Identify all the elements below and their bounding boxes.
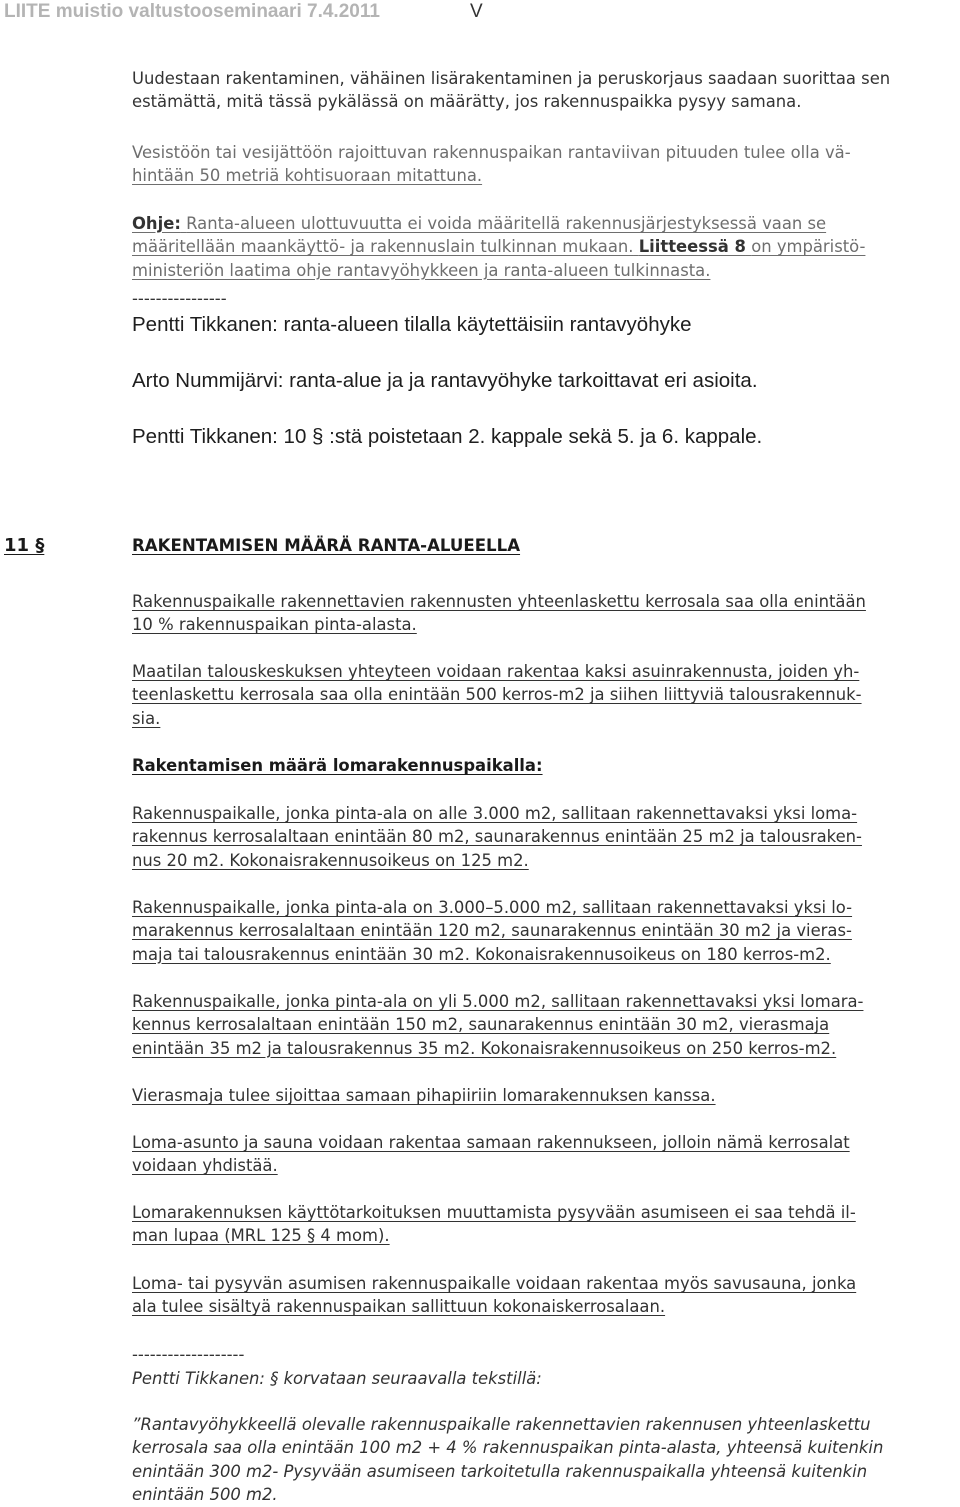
intro-paragraph-1: Uudestaan rakentaminen, vähäinen lisärakentaminen ja peruskorjaus saadaan suorittaa sen estämättä, mitä tässä pykälässä on määrätty, jos rakennuspaikka pysyy samana. — [132, 69, 891, 112]
ohje-text-3: on ympäristö- — [751, 237, 866, 257]
ohje-text-2: määritellään maankäyttö- ja rakennuslain tulkinnan mukaan. — [132, 237, 634, 257]
subheading-lomarakennuspaikka: Rakentamisen määrä lomarakennuspaikalla: — [132, 756, 543, 775]
quote-line: kerrosala saa olla enintään 100 m2 + 4 % rakennuspaikan pinta-alasta, yhteensä kuitenkin — [132, 1438, 884, 1458]
para-line: maja tai talousrakennus enintään 30 m2. Kokonaisrakennusoikeus on 180 kerros-m2. — [132, 944, 831, 964]
para-line: marakennus kerrosalaltaan enintään 120 m2, saunarakennus enintään 30 m2 ja vieras- — [132, 921, 852, 941]
ohje-liite: Liitteessä 8 — [638, 237, 746, 257]
section-paragraph-1 — [132, 590, 952, 637]
intro-p2-line2: hintään 50 metriä kohtisuoraan mitattuna. — [132, 166, 483, 186]
para-line: rakennus kerrosalaltaan enintään 80 m2, saunarakennus enintään 25 m2 ja talousraken- — [132, 827, 862, 847]
para-line: Loma-asunto ja sauna voidaan rakentaa samaan rakennukseen, jolloin nämä kerrosalat — [132, 1133, 850, 1152]
section-paragraph-5 — [132, 990, 952, 1060]
para-line: Maatilan talouskeskuksen yhteyteen voidaan rakentaa kaksi asuinrakennusta, joiden yh- — [132, 662, 860, 681]
comment-separator-1: ---------------- — [132, 289, 227, 308]
ohje-paragraph — [132, 212, 952, 282]
section-title: RAKENTAMISEN MÄÄRÄ RANTA-ALUEELLA — [132, 536, 521, 555]
ohje-text-1: Ranta-alueen ulottuvuutta ei voida määritellä rakennusjärjestyksessä vaan se — [186, 214, 827, 233]
para-line: enintään 35 m2 ja talousrakennus 35 m2. Kokonaisrakennusoikeus on 250 kerros-m2. — [132, 1038, 837, 1058]
intro-p2-line1: Vesistöön tai vesijättöön rajoittuvan rakennuspaikan rantaviivan pituuden tulee olla vä- — [132, 143, 851, 162]
para-line: 10 % rakennuspaikan pinta-alasta. — [132, 615, 417, 635]
comment-nummijarvi: Arto Nummijärvi: ranta-alue ja ja rantavyöhyke tarkoittavat eri asioita. — [132, 369, 758, 392]
para-line: sia. — [132, 708, 161, 728]
para-line: Rakennuspaikalle, jonka pinta-ala on yli 5.000 m2, sallitaan rakennettavaksi yksi lomara- — [132, 992, 864, 1011]
para-line: Rakennuspaikalle, jonka pinta-ala on alle 3.000 m2, sallitaan rakennettavaksi yksi loma- — [132, 804, 858, 823]
comment-tikkanen-2: Pentti Tikkanen: 10 § :stä poistetaan 2. kappale sekä 5. ja 6. kappale. — [132, 425, 763, 448]
section-paragraph-6 — [132, 1084, 952, 1107]
para-line: kennus kerrosalaltaan enintään 150 m2, saunarakennus enintään 30 m2, vierasmaja — [132, 1015, 830, 1035]
header-title: LIITE muistio valtustooseminaari 7.4.2011 — [4, 1, 380, 22]
para-line: Rakennuspaikalle, jonka pinta-ala on 3.000–5.000 m2, sallitaan rakennettavaksi yksi lo- — [132, 898, 853, 917]
quote-line: ”Rantavyöhykkeellä olevalle rakennuspaikalle rakennettavien rakennusen yhteenlaskettu — [132, 1415, 871, 1434]
section-paragraph-4 — [132, 896, 952, 966]
comment-tikkanen-3: Pentti Tikkanen: § korvataan seuraavalla tekstillä: — [132, 1369, 542, 1388]
para-line: man lupaa (MRL 125 § 4 mom). — [132, 1226, 390, 1246]
comment-separator-2: ------------------- — [132, 1345, 245, 1364]
section-number: 11 § — [4, 535, 45, 556]
comment-quote — [132, 1413, 952, 1507]
para-line: nus 20 m2. Kokonaisrakennusoikeus on 125 m2. — [132, 850, 529, 870]
section-paragraph-9 — [132, 1272, 952, 1319]
para-line: Loma- tai pysyvän asumisen rakennuspaikalle voidaan rakentaa myös savusauna, jonka — [132, 1274, 857, 1293]
para-line: Rakennuspaikalle rakennettavien rakennusten yhteenlaskettu kerrosala saa olla enintään — [132, 592, 866, 611]
section-paragraph-7 — [132, 1131, 952, 1178]
section-paragraph-3 — [132, 802, 952, 872]
ohje-text-4: ministeriön laatima ohje rantavyöhykkeen ja ranta-alueen tulkinnasta. — [132, 260, 711, 280]
intro-paragraph-2 — [132, 141, 952, 188]
section-paragraph-2 — [132, 660, 952, 730]
document-header — [0, 0, 960, 26]
para-line: Vierasmaja tulee sijoittaa samaan pihapiiriin lomarakennuksen kanssa. — [132, 1086, 716, 1105]
comment-tikkanen-1: Pentti Tikkanen: ranta-alueen tilalla käytettäisiin rantavyöhyke — [132, 313, 692, 336]
para-line: teenlaskettu kerrosala saa olla enintään 500 kerros-m2 ja siihen liittyviä talousrakennuk- — [132, 685, 862, 705]
header-mark: V — [470, 1, 483, 22]
quote-line: enintään 500 m2. — [132, 1485, 278, 1505]
para-line: Lomarakennuksen käyttötarkoituksen muuttamista pysyvään asumiseen ei saa tehdä il- — [132, 1203, 856, 1222]
section-paragraph-8 — [132, 1201, 952, 1248]
para-line: voidaan yhdistää. — [132, 1156, 278, 1176]
quote-line: enintään 300 m2- Pysyvään asumiseen tarkoitetulla rakennuspaikalla yhteensä kuitenkin — [132, 1461, 868, 1481]
ohje-label: Ohje: — [132, 214, 181, 233]
para-line: ala tulee sisältyä rakennuspaikan sallittuun kokonaiskerrosalaan. — [132, 1297, 666, 1317]
